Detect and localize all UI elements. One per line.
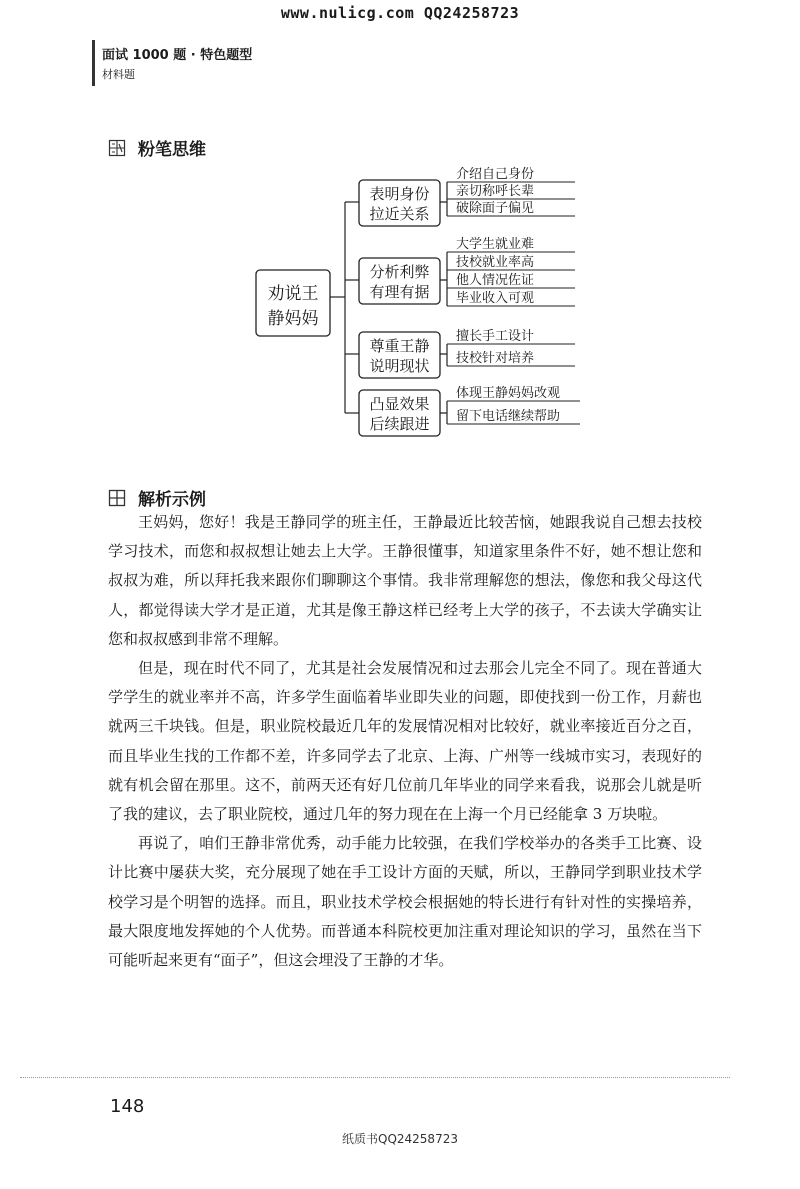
watermark-top: www.nulicg.com QQ24258723 <box>280 4 520 22</box>
watermark-bottom: 纸质书QQ24258723 <box>342 1132 458 1146</box>
branch-2-line-1: 分析利弊 <box>369 263 430 281</box>
svg-text:大学生就业难: 大学生就业难 <box>456 237 535 252</box>
mindmap-leaf-connectors <box>440 182 447 424</box>
leaf-2-2 <box>447 254 575 270</box>
paragraph-2: 但是，现在时代不同了，尤其是社会发展情况和过去那会儿完全不同了。现在普通大学学生的就业率并不高，许多学生面临着毕业即失业的问题，即使找到一份工作，月薪也就两三千块钱。但是，职业院校最近几年的发展情况相对比较好，就业率接近百分之百，而且毕业生找的工作都不差，许多同学去了北京、上海、广州等一线城市实习，表现好的就有机会留在那里。这不，前两天还有好几位前几年毕业的同学来看我，说那会儿就是听了我的建议，去了职业院校，通过几年的努力现在在上海一个月已经能拿 3 万块啦。 <box>108 659 702 824</box>
svg-text:介绍自己身份: 介绍自己身份 <box>456 167 535 182</box>
svg-text:他人情况佐证: 他人情况佐证 <box>456 273 535 288</box>
root-line-2: 静妈妈 <box>267 309 319 329</box>
analysis-grid-icon <box>108 489 126 507</box>
leaf-3-2 <box>447 350 575 366</box>
running-header-subtitle: 材料题 <box>102 68 135 81</box>
mindmap-heading-label: 粉笔思维 <box>138 140 206 160</box>
mindmap-branch-4 <box>359 390 440 436</box>
svg-text:体现王静妈妈改观: 体现王静妈妈改观 <box>456 386 561 401</box>
svg-text:毕业收入可观: 毕业收入可观 <box>456 291 535 306</box>
svg-text:破除面子偏见: 破除面子偏见 <box>456 201 535 216</box>
analysis-body <box>108 508 702 975</box>
page-number: 148 <box>110 1096 145 1117</box>
leaf-3-1 <box>447 328 575 344</box>
header-bar <box>92 40 95 86</box>
leaf-4-1 <box>447 385 580 401</box>
branch-1-line-1: 表明身份 <box>369 185 430 203</box>
paragraph-1: 王妈妈，您好！我是王静同学的班主任，王静最近比较苦恼，她跟我说自己想去技校学习技术，而您和叔叔想让她去上大学。王静很懂事，知道家里条件不好，她不想让您和叔叔为难，所以拜托我来跟你们聊聊这个事情。我非常理解您的想法，像您和我父母这代人，都觉得读大学才是正道，尤其是像王静这样已经考上大学的孩子，不去读大学确实让您和叔叔感到非常不理解。 <box>108 513 702 648</box>
analysis-heading-label: 解析示例 <box>138 490 206 510</box>
leaf-1-2 <box>447 183 575 199</box>
branch-1-line-2: 拉近关系 <box>369 205 430 223</box>
leaf-1-1 <box>447 167 575 182</box>
chalk-mind-icon <box>108 139 126 157</box>
branch-3-line-1: 尊重王静 <box>369 337 430 355</box>
running-header-title: 面试 1000 题 · 特色题型 <box>102 48 253 63</box>
mindmap-diagram <box>250 160 600 450</box>
mindmap-branch-2 <box>359 258 440 304</box>
mindmap-leaves <box>447 167 580 424</box>
branch-2-line-2: 有理有据 <box>369 283 430 301</box>
branch-4-line-1: 凸显效果 <box>369 395 430 413</box>
leaf-2-4 <box>447 290 575 306</box>
svg-text:技校针对培养: 技校针对培养 <box>456 351 535 366</box>
svg-text:亲切称呼长辈: 亲切称呼长辈 <box>456 184 535 199</box>
page-divider <box>20 1077 730 1078</box>
analysis-heading <box>108 485 206 510</box>
paragraph-3: 再说了，咱们王静非常优秀，动手能力比较强，在我们学校举办的各类手工比赛、设计比赛中屡获大奖，充分展现了她在手工设计方面的天赋，所以，王静同学到职业技术学校学习是个明智的选择。而且，职业技术学校会根据她的特长进行有针对性的实操培养，最大限度地发挥她的个人优势。而普通本科院校更加注重对理论知识的学习，虽然在当下可能听起来更有“面子”，但这会埋没了王静的才华。 <box>108 834 702 970</box>
svg-text:留下电话继续帮助: 留下电话继续帮助 <box>456 409 561 424</box>
mindmap-branch-3 <box>359 332 440 378</box>
root-line-1: 劝说王 <box>267 284 319 304</box>
leaf-1-3 <box>447 200 575 216</box>
leaf-2-1 <box>447 236 575 252</box>
branch-4-line-2: 后续跟进 <box>369 415 430 433</box>
mindmap-branch-1 <box>359 180 440 226</box>
svg-text:擅长手工设计: 擅长手工设计 <box>456 329 535 344</box>
leaf-4-2 <box>447 408 580 424</box>
mindmap-root-connectors <box>330 202 359 413</box>
mindmap-root-node <box>256 270 330 336</box>
mindmap-heading <box>108 135 206 160</box>
svg-text:技校就业率高: 技校就业率高 <box>456 255 535 270</box>
branch-3-line-2: 说明现状 <box>369 357 430 375</box>
leaf-2-3 <box>447 272 575 288</box>
